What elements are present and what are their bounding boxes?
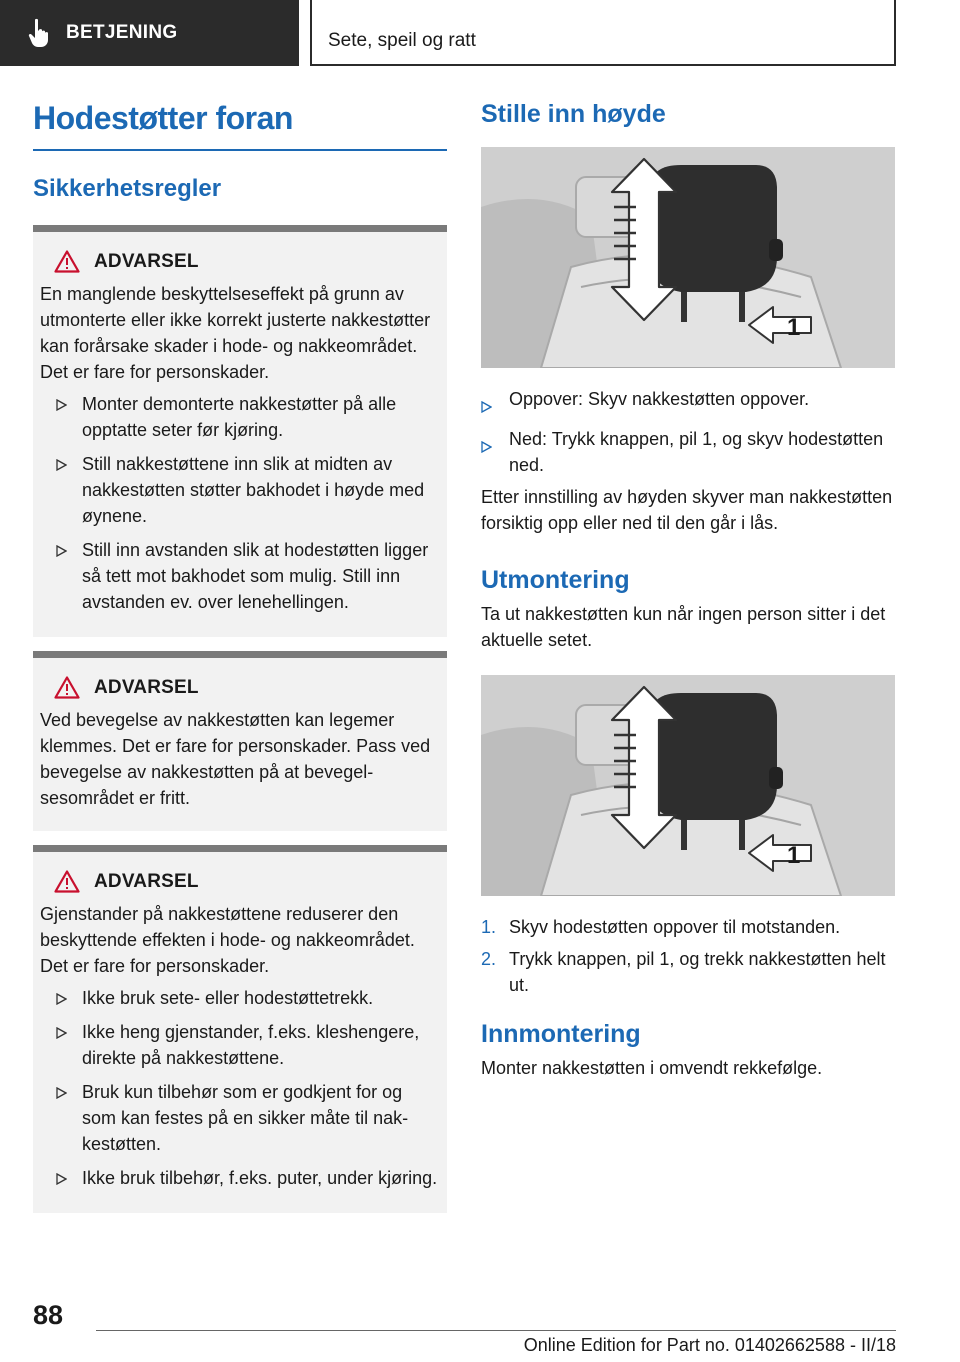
warning-list [40,391,440,615]
section-heading-install: Innmontering [481,1020,641,1048]
section-tab [0,0,299,66]
footer-rule [96,1330,896,1331]
list-item: 1. Skyv hodestøtten oppover til motstanden. [481,914,895,940]
warning-header [40,676,440,699]
page-title: Hodestøtter foran [33,100,293,136]
list-item: Monter demonterte nakkestøtter på alle opptatte seter før kjøring. [40,391,440,443]
warning-header [40,250,440,273]
section-heading-adjust-height: Stille inn høyde [481,100,666,128]
title-rule [33,149,447,151]
chapter-box [310,0,896,66]
list-item: Still inn avstanden slik at hodestøtten ligger så tett mot bakhodet som mulig. Still inn avstanden ev. over lenehellingen. [40,537,440,615]
section-label: BETJENING [66,22,178,43]
warning-box-2 [33,651,447,831]
warning-box-1 [33,225,447,637]
section-heading-removal: Utmontering [481,566,630,594]
removal-steps [481,914,895,998]
headrest-illustration-removal [481,675,895,896]
list-item: Ikke heng gjenstander, f.eks. kleshengere, direkte på nakkestøttene. [40,1019,440,1071]
section-heading-safety: Sikkerhetsregler [33,175,222,202]
bullet-triangle-icon [40,451,82,529]
install-text: Monter nakkestøtten i omvendt rekkefølge. [481,1058,823,1078]
chapter-label: Sete, speil og ratt [328,30,476,51]
page-number: 88 [33,1300,64,1330]
warning-text: Gjenstander på nakkestøttene reduserer den beskyttende effekten i hode- og nakkeområdet. Det er fare for personskader. [40,904,415,976]
list-item: Ikke bruk tilbehør, f.eks. puter, under kjøring. [40,1165,440,1191]
headrest-illustration-adjust [481,147,895,368]
adjust-list [481,386,895,478]
warning-list [40,985,440,1191]
warning-label: ADVARSEL [94,250,199,272]
right-column [481,100,895,1081]
warning-header [40,870,440,893]
bullet-triangle-icon [40,1019,82,1071]
warning-text: Ved bevegelse av nakkestøtten kan legemer klemmes. Det er fare for personskader. Pass ved bevegelse av nakkestøtten på at bevegelsesområdet er fritt. [40,710,431,808]
callout-number: 1 [787,314,801,341]
bullet-triangle-icon [40,985,82,1011]
list-item: Oppover: Skyv nakkestøtten oppover. [481,386,895,420]
bullet-triangle-icon [40,1079,82,1157]
list-item: Ned: Trykk knappen, pil 1, og skyv hodestøtten ned. [481,426,895,478]
bullet-triangle-icon [40,391,82,443]
list-item: 2. Trykk knappen, pil 1, og trekk nakkestøtten helt ut. [481,946,895,998]
adjust-note: Etter innstilling av høyden skyver man nakkestøtten forsiktig opp eller ned til den går i lås. [481,487,893,533]
left-column [33,100,447,1213]
list-item: Still nakkestøttene inn slik at midten av nakkestøtten støtter bakhodet i høyde med øynene. [40,451,440,529]
step-number: 1. [481,917,497,937]
warning-box-3 [33,845,447,1213]
callout-number: 1 [787,842,801,869]
footer-edition: Online Edition for Part no. 01402662588 - II/18 [523,1335,896,1355]
warning-triangle-icon [54,870,80,893]
warning-text: En manglende beskyttelseseffekt på grunn av utmonterte eller ikke korrekt justerte nakkestøtter kan forårsake skader i hode- og nakkeområdet. Det er fare for personskader. [40,284,431,382]
list-item: Ikke bruk sete- eller hodestøttetrekk. [40,985,440,1011]
list-item: Bruk kun tilbehør som er godkjent for og som kan festes på en sikker måte til nakkestøtten. [40,1079,440,1157]
warning-triangle-icon [54,250,80,273]
page-header [0,0,960,66]
bullet-triangle-icon [481,426,509,478]
bullet-triangle-icon [40,1165,82,1191]
bullet-triangle-icon [40,537,82,615]
warning-label: ADVARSEL [94,676,199,698]
removal-intro: Ta ut nakkestøtten kun når ingen person sitter i det aktuelle setet. [481,604,886,650]
warning-triangle-icon [54,676,80,699]
warning-label: ADVARSEL [94,870,199,892]
bullet-triangle-icon [481,386,509,420]
hand-pointer-icon [18,0,62,66]
step-number: 2. [481,949,497,969]
